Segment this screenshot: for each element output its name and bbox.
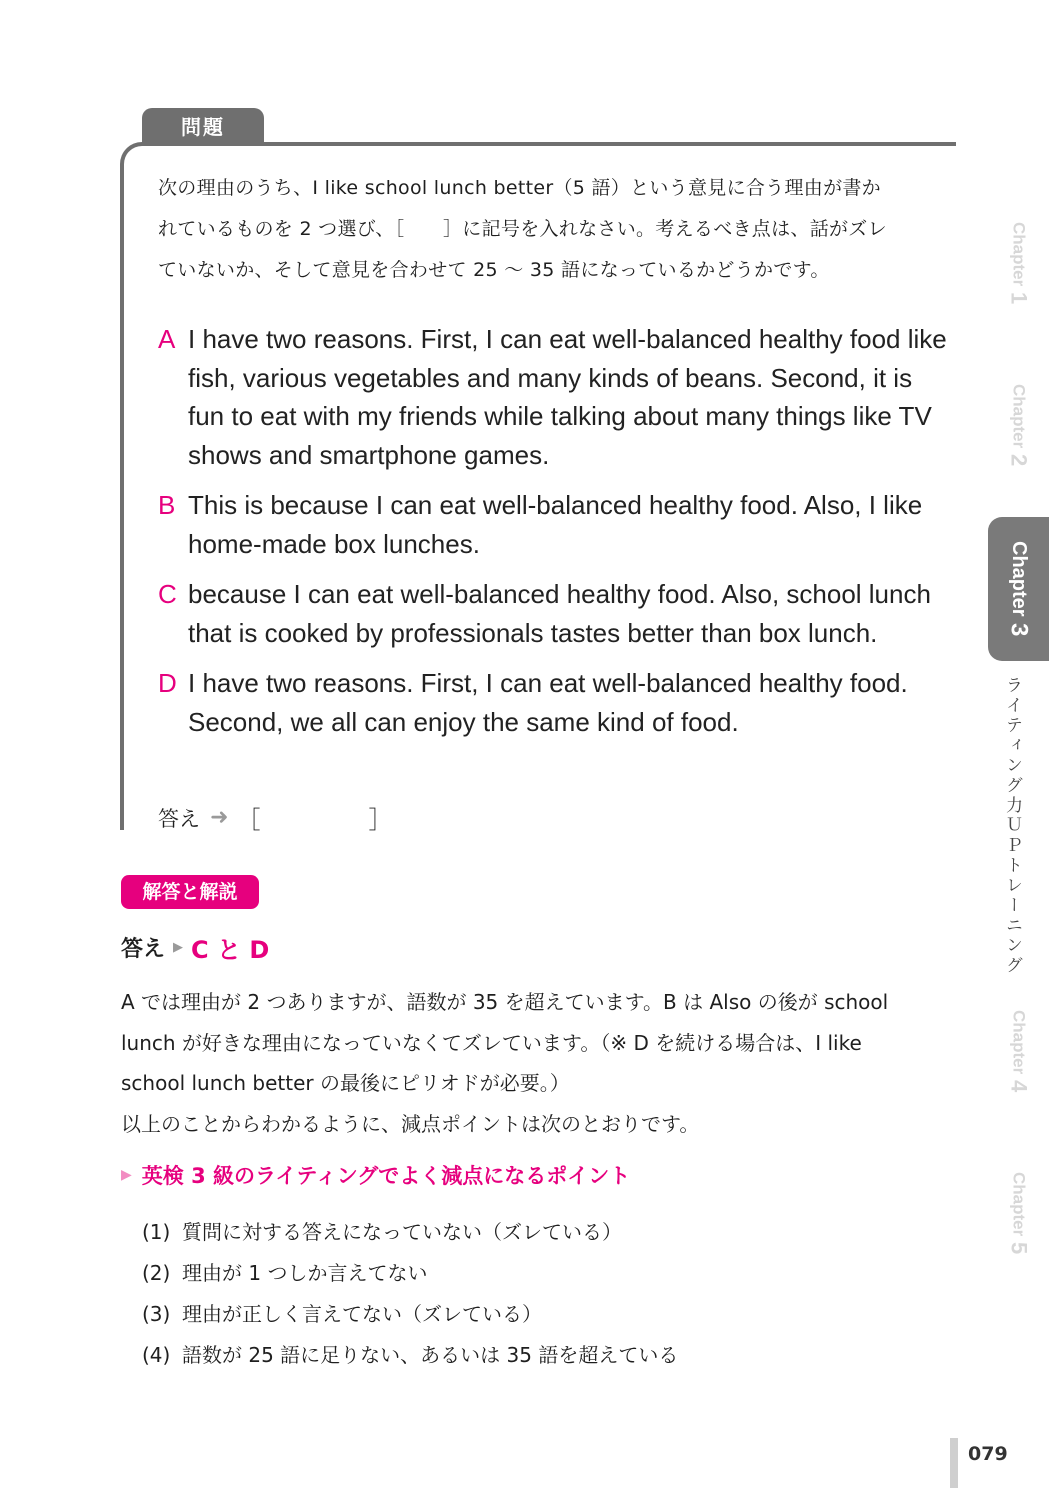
explanation-line: A では理由が 2 つありますが、語数が 35 を超えています。B は Also の後が school xyxy=(121,990,889,1014)
chapter-tab-label: Chapter xyxy=(1009,1172,1029,1237)
list-item xyxy=(142,1294,862,1335)
answer-blank-line xyxy=(158,800,392,835)
answer-label: 答え xyxy=(158,806,200,831)
list-item-text: 理由が正しく言えてない（ズレている） xyxy=(182,1302,542,1326)
explanation-line: 以上のことからわかるように、減点ポイントは次のとおりです。 xyxy=(121,1111,700,1136)
chapter-tab-2[interactable] xyxy=(988,384,1049,476)
problem-intro xyxy=(158,168,958,291)
problem-intro-line: ていないか、そして意見を合わせて 25 ～ 35 語になっているかどうかです。 xyxy=(158,259,830,281)
list-item-number: (2) xyxy=(142,1261,171,1285)
list-item-number: (4) xyxy=(142,1343,171,1367)
list-item-number: (1) xyxy=(142,1220,171,1244)
points-list xyxy=(142,1212,862,1376)
explanation-line: school lunch better の最後にピリオドが必要。） xyxy=(121,1071,570,1095)
option-text: I have two reasons. First, I can eat well-balanced healthy food like fish, various vegetables and many kinds of beans. Second, it is fun to eat with my friends while talking about many things like TV shows and smartphone games. xyxy=(188,324,947,470)
points-heading xyxy=(121,1160,630,1190)
chapter-tab-number: 4 xyxy=(1006,1080,1032,1093)
bracket-close: ］ xyxy=(368,806,393,834)
solution-answer-value: C と D xyxy=(191,936,270,964)
option-b xyxy=(158,486,948,563)
problem-intro-line: れているものを 2 つ選び、［ ］に記号を入れなさい。考えるべき点は、話がズレ xyxy=(158,218,887,240)
solution-answer-label: 答え xyxy=(121,937,166,962)
chapter-tab-number: 3 xyxy=(1005,622,1033,636)
chapter-tab-label: Chapter xyxy=(1009,384,1029,449)
option-text: I have two reasons. First, I can eat well-balanced healthy food. Second, we all can enjoy the same kind of food. xyxy=(188,668,908,737)
chapter-tab-number: 2 xyxy=(1006,454,1032,467)
chapter-tab-label: Chapter xyxy=(1008,541,1030,617)
chapter-tab-1[interactable] xyxy=(988,222,1049,314)
list-item xyxy=(142,1212,862,1253)
page-number: 079 xyxy=(968,1443,1008,1465)
chapter-tab-4[interactable] xyxy=(988,1010,1049,1102)
list-item-number: (3) xyxy=(142,1302,171,1326)
chapter-tab-label: Chapter xyxy=(1009,1010,1029,1075)
option-letter: D xyxy=(158,668,177,698)
list-item-text: 質問に対する答えになっていない（ズレている） xyxy=(182,1220,622,1244)
option-text: This is because I can eat well-balanced healthy food. Also, I like home-made box lunches. xyxy=(188,490,923,559)
list-item xyxy=(142,1335,862,1376)
triangle-right-icon: ▶ xyxy=(121,1167,132,1183)
problem-tab: 問題 xyxy=(142,108,264,144)
triangle-right-icon: ▶ xyxy=(173,940,184,955)
option-c xyxy=(158,575,948,652)
solution-answer xyxy=(121,930,269,965)
chapter-tab-3[interactable] xyxy=(988,517,1049,661)
explanation-line: lunch が好きな理由になっていなくてズレています。（※ D を続ける場合は、I like xyxy=(121,1030,862,1055)
page-number-bar xyxy=(950,1438,958,1488)
solution-badge: 解答と解説 xyxy=(121,875,259,909)
chapter-tab-number: 5 xyxy=(1006,1242,1032,1255)
answer-options xyxy=(158,320,948,753)
option-d xyxy=(158,664,948,741)
option-letter: B xyxy=(158,490,176,520)
option-text: because I can eat well-balanced healthy food. Also, school lunch that is cooked by professionals tastes better than box lunch. xyxy=(188,579,931,648)
option-a xyxy=(158,320,948,474)
chapter-subtitle: ライティング力ＵＰトレーニング xyxy=(1002,676,1022,976)
list-item xyxy=(142,1253,862,1294)
list-item-text: 語数が 25 語に足りない、あるいは 35 語を超えている xyxy=(182,1343,679,1367)
chapter-tab-label: Chapter xyxy=(1009,222,1029,287)
arrow-right-icon: ➜ xyxy=(210,805,229,830)
option-letter: C xyxy=(158,579,177,609)
option-letter: A xyxy=(158,324,176,354)
problem-intro-line: 次の理由のうち、I like school lunch better（5 語）という意見に合う理由が書か xyxy=(158,177,881,199)
points-heading-text: 英検 3 級のライティングでよく減点になるポイント xyxy=(141,1164,631,1188)
bracket-open: ［ xyxy=(236,806,261,834)
explanation xyxy=(121,982,961,1144)
chapter-tab-number: 1 xyxy=(1006,292,1032,305)
list-item-text: 理由が 1 つしか言えてない xyxy=(182,1261,428,1285)
chapter-tab-5[interactable] xyxy=(988,1172,1049,1264)
